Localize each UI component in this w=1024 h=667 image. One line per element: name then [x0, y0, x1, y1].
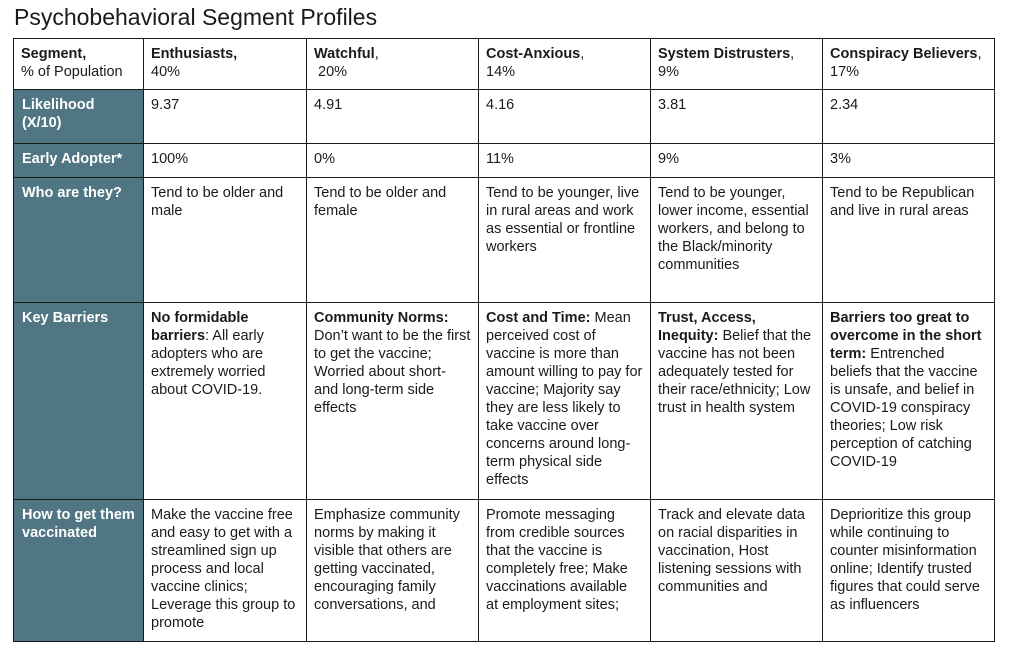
likelihood-cell: 9.37 [144, 90, 307, 144]
how-to-vaccinate-cell: Deprioritize this group while continuing to counter misinformation online; Identify trusted figures that could serve as influencers [823, 500, 995, 642]
who-row [14, 178, 995, 303]
barrier-heading: Trust, Access, Inequity: [658, 310, 756, 344]
segment-name: Enthusiasts, [151, 46, 238, 62]
row-header-key-barriers: Key Barriers [14, 303, 144, 500]
segment-header-system-distrusters [651, 39, 823, 90]
row-header-early-adopter: Early Adopter* [14, 144, 144, 178]
segment-profiles-table [13, 38, 995, 642]
segment-percent: 40% [151, 64, 181, 80]
page-title: Psychobehavioral Segment Profiles [14, 4, 378, 30]
segment-name: Cost-Anxious [486, 46, 581, 62]
segment-name: Watchful [314, 46, 375, 62]
who-cell: Tend to be older and female [307, 178, 479, 303]
corner-title: Segment, [21, 46, 87, 62]
barrier-heading: Cost and Time: [486, 310, 591, 326]
barrier-heading: No formidable barriers [151, 310, 249, 344]
segment-name-separator: , [977, 46, 982, 62]
who-cell: Tend to be younger, live in rural areas and work as essential or frontline workers [479, 178, 651, 303]
segment-header-cost-anxious [479, 39, 651, 90]
key-barriers-cell [144, 303, 307, 500]
segment-name-separator: , [374, 46, 379, 62]
likelihood-cell: 2.34 [823, 90, 995, 144]
segment-percent: 9% [658, 64, 679, 80]
how-to-vaccinate-cell: Promote messaging from credible sources that the vaccine is completely free; Make vaccinations available at employment sites; [479, 500, 651, 642]
how-to-vaccinate-cell: Emphasize community norms by making it visible that others are getting vaccinated, encouraging family conversations, and [307, 500, 479, 642]
segment-header-enthusiasts [144, 39, 307, 90]
early-adopter-row [14, 144, 995, 178]
barrier-heading: Community Norms: [314, 310, 449, 326]
barrier-text: Mean perceived cost of vaccine is more than amount willing to pay for vaccine; Majority say they are less likely to take vaccine over concerns around long-term physical side effects [486, 310, 643, 488]
key-barriers-cell [479, 303, 651, 500]
barrier-text: Belief that the vaccine has not been adequately tested for their race/ethnicity; Low trust in health system [658, 328, 812, 416]
early-adopter-cell: 3% [823, 144, 995, 178]
barrier-text: Entrenched beliefs that the vaccine is unsafe, and belief in COVID-19 conspiracy theories; Low risk perception of catching COVID-19 [830, 346, 978, 470]
segment-header-watchful [307, 39, 479, 90]
how-to-vaccinate-cell: Track and elevate data on racial disparities in vaccination, Host listening sessions with communities and [651, 500, 823, 642]
key-barriers-cell [823, 303, 995, 500]
early-adopter-cell: 11% [479, 144, 651, 178]
early-adopter-cell: 0% [307, 144, 479, 178]
likelihood-cell: 4.16 [479, 90, 651, 144]
how-to-vaccinate-cell: Make the vaccine free and easy to get with a streamlined sign up process and local vaccine clinics; Leverage this group to promote [144, 500, 307, 642]
likelihood-cell: 3.81 [651, 90, 823, 144]
header-row [14, 39, 995, 90]
key-barriers-row [14, 303, 995, 500]
likelihood-row [14, 90, 995, 144]
barrier-heading: Barriers too great to overcome in the short term: [830, 310, 982, 362]
barrier-text: Don’t want to be the first to get the vaccine; Worried about short- and long-term side effects [314, 328, 471, 416]
segment-name-separator: , [790, 46, 795, 62]
segment-percent: 20% [314, 64, 348, 80]
segment-name-separator: , [580, 46, 585, 62]
key-barriers-cell [307, 303, 479, 500]
row-header-how-to-vaccinate: How to get them vaccinated [14, 500, 144, 642]
segment-name: Conspiracy Believers [830, 46, 978, 62]
who-cell: Tend to be Republican and live in rural areas [823, 178, 995, 303]
who-cell: Tend to be younger, lower income, essential workers, and belong to the Black/minority communities [651, 178, 823, 303]
segment-name: System Distrusters [658, 46, 791, 62]
segment-percent: 14% [486, 64, 516, 80]
key-barriers-cell [651, 303, 823, 500]
corner-subtitle: % of Population [21, 64, 123, 80]
segment-percent: 17% [830, 64, 860, 80]
early-adopter-cell: 100% [144, 144, 307, 178]
how-to-vaccinate-row [14, 500, 995, 642]
who-cell: Tend to be older and male [144, 178, 307, 303]
row-header-likelihood: Likelihood (X/10) [14, 90, 144, 144]
barrier-text: : All early adopters who are extremely worried about COVID-19. [151, 328, 266, 398]
segment-header-conspiracy-believers [823, 39, 995, 90]
corner-header-cell [14, 39, 144, 90]
likelihood-cell: 4.91 [307, 90, 479, 144]
early-adopter-cell: 9% [651, 144, 823, 178]
row-header-who: Who are they? [14, 178, 144, 303]
